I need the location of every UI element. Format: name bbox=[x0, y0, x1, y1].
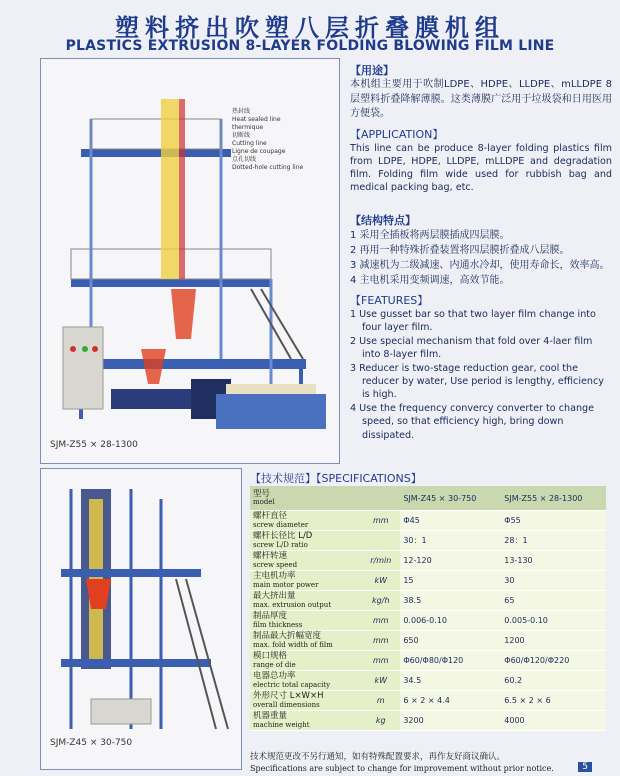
legend-line: 点孔切线 bbox=[232, 156, 257, 163]
spec-table bbox=[250, 486, 606, 731]
spec-label-en: screw speed bbox=[253, 560, 298, 569]
spec-value-1: 12-120 bbox=[400, 551, 501, 571]
spec-model-1: SJM-Z45 × 30-750 bbox=[400, 486, 501, 511]
spec-value-1: 15 bbox=[400, 571, 501, 591]
feature-item: 1 Use gusset bar so that two layer film change into four layer film. bbox=[350, 309, 596, 334]
spec-label bbox=[250, 611, 361, 631]
spec-value-2: 28：1 bbox=[501, 531, 606, 551]
spec-row bbox=[250, 551, 606, 571]
spec-label-cn: 螺杆直径 bbox=[253, 511, 288, 522]
usage-text-en: This line can be produce 8-layer folding plastics film from LDPE, HDPE, LLDPE, mLLDPE and degradation film. Folding film wide used for rubbish bag and medical packing bag, etc. bbox=[350, 142, 612, 194]
spec-note-cn: 技术规范更改不另行通知，如有特殊配置要求，再作友好商议确认。 bbox=[250, 752, 506, 762]
spec-label-en: electric total capacity bbox=[253, 680, 331, 689]
spec-unit: m bbox=[361, 691, 400, 711]
features-heading-cn: 【结构特点】 bbox=[350, 214, 416, 227]
spec-label bbox=[250, 551, 361, 571]
legend-line: Cutting line bbox=[232, 140, 267, 147]
spec-value-2: 6.5 × 2 × 6 bbox=[501, 691, 606, 711]
spec-heading: 【技术规范】【SPECIFICATIONS】 bbox=[250, 472, 422, 485]
page-title-cn: 塑料挤出吹塑八层折叠膜机组 bbox=[115, 14, 505, 42]
spec-unit: mm bbox=[361, 651, 400, 671]
spec-row bbox=[250, 511, 606, 531]
spec-row bbox=[250, 591, 606, 611]
legend-line: thermique bbox=[232, 124, 264, 131]
spec-label bbox=[250, 531, 361, 551]
spec-label bbox=[250, 651, 361, 671]
usage-section bbox=[350, 62, 612, 194]
spec-label-cn: 机器重量 bbox=[253, 711, 288, 722]
spec-value-2: 30 bbox=[501, 571, 606, 591]
spec-row bbox=[250, 671, 606, 691]
photo2-caption: SJM-Z45 × 30-750 bbox=[50, 738, 133, 748]
spec-value-1: 650 bbox=[400, 631, 501, 651]
spec-value-2: Φ60/Φ120/Φ220 bbox=[501, 651, 606, 671]
spec-value-2: 0.005-0.10 bbox=[501, 611, 606, 631]
spec-value-1: 34.5 bbox=[400, 671, 501, 691]
spec-label-cn: 螺杆转速 bbox=[253, 551, 288, 562]
spec-model-2: SJM-Z55 × 28-1300 bbox=[501, 486, 606, 511]
spec-value-1: Φ45 bbox=[400, 511, 501, 531]
legend-line: Dotted-hole cutting line bbox=[232, 164, 304, 171]
spec-label-cn: 外形尺寸 L×W×H bbox=[253, 691, 324, 702]
legend-line: 切断线 bbox=[232, 132, 251, 139]
spec-unit: kW bbox=[361, 571, 400, 591]
feature-item: 2 Use special mechanism that fold over 4-laer film into 8-layer film. bbox=[350, 335, 593, 361]
spec-label-cn: 制品厚度 bbox=[253, 611, 288, 622]
spec-value-1: Φ60/Φ80/Φ120 bbox=[400, 651, 501, 671]
spec-unit: mm bbox=[361, 611, 400, 631]
spec-value-1: 6 × 2 × 4.4 bbox=[400, 691, 501, 711]
spec-label bbox=[250, 486, 361, 511]
spec-value-1: 38.5 bbox=[400, 591, 501, 611]
spec-unit: r/min bbox=[361, 551, 400, 571]
feature-item: 3 Reducer is two-stage reduction gear, cool the reducer by water, Use period is lengthy, efficiency is high. bbox=[350, 362, 604, 401]
spec-value-1: 30：1 bbox=[400, 531, 501, 551]
spec-label-en: main motor power bbox=[253, 580, 319, 589]
usage-text-cn: 本机组主要用于吹制LDPE、HDPE、LLDPE、mLLDPE 8层塑料折叠降解薄膜。这类薄膜广泛用于垃圾袋和日用医用方便袋。 bbox=[350, 79, 612, 119]
spec-label bbox=[250, 511, 361, 531]
page-title-en: PLASTICS EXTRUSION 8-LAYER FOLDING BLOWING FILM LINE bbox=[65, 38, 555, 54]
spec-row bbox=[250, 531, 606, 551]
spec-label-cn: 制品最大折幅宽度 bbox=[253, 631, 322, 642]
spec-label-cn: 主电机功率 bbox=[253, 571, 296, 582]
feature-item: 3 减速机为二级减速、内通水冷却，使用寿命长，效率高。 bbox=[350, 260, 610, 271]
spec-row bbox=[250, 691, 606, 711]
legend-line: Ligne de coupage bbox=[232, 148, 286, 155]
spec-label-en: film thickness bbox=[253, 620, 303, 629]
spec-label-en: model bbox=[253, 498, 275, 507]
features-list-en bbox=[350, 308, 612, 442]
spec-row bbox=[250, 571, 606, 591]
spec-unit: mm bbox=[361, 511, 400, 531]
spec-label bbox=[250, 691, 361, 711]
spec-value-1: 0.006-0.10 bbox=[400, 611, 501, 631]
spec-unit bbox=[361, 531, 400, 551]
spec-label-cn: 螺杆长径比 L/D bbox=[253, 531, 313, 542]
photo1-caption: SJM-Z55 × 28-1300 bbox=[50, 440, 138, 450]
page-number: 5 bbox=[578, 762, 592, 772]
spec-label-en: screw L/D ratio bbox=[253, 540, 308, 549]
spec-value-2: 60.2 bbox=[501, 671, 606, 691]
spec-label-en: max. extrusion output bbox=[253, 600, 332, 609]
legend-line: Heat sealed line bbox=[232, 116, 281, 123]
feature-item: 4 主电机采用变频调速，高效节能。 bbox=[350, 275, 510, 286]
spec-label bbox=[250, 591, 361, 611]
spec-value-2: 4000 bbox=[501, 711, 606, 731]
feature-item: 2 再用一种特殊折叠装置将四层膜折叠成八层膜。 bbox=[350, 245, 570, 256]
spec-label-cn: 最大挤出量 bbox=[253, 591, 296, 602]
usage-heading-cn: 【用途】 bbox=[350, 64, 394, 77]
spec-header-row bbox=[250, 486, 606, 511]
spec-note-en: Specifications are subject to change for improvement without prior notice. bbox=[250, 764, 554, 773]
spec-label-en: overall dimensions bbox=[253, 700, 320, 709]
feature-item: 1 采用全插板将两层膜插成四层膜。 bbox=[350, 230, 510, 241]
spec-unit: mm bbox=[361, 631, 400, 651]
spec-unit: kg/h bbox=[361, 591, 400, 611]
spec-row bbox=[250, 631, 606, 651]
spec-label-cn: 型号 bbox=[253, 488, 271, 499]
spec-row bbox=[250, 651, 606, 671]
spec-label bbox=[250, 711, 361, 731]
spec-label bbox=[250, 571, 361, 591]
spec-row bbox=[250, 711, 606, 731]
spec-label bbox=[250, 671, 361, 691]
spec-value-1: 3200 bbox=[400, 711, 501, 731]
machine-photo-small bbox=[40, 468, 242, 770]
spec-unit bbox=[361, 486, 400, 511]
spec-label-en: machine weight bbox=[253, 720, 310, 729]
features-list-cn bbox=[350, 228, 612, 288]
spec-value-2: 65 bbox=[501, 591, 606, 611]
spec-row bbox=[250, 611, 606, 631]
spec-unit: kg bbox=[361, 711, 400, 731]
spec-label-en: max. fold width of film bbox=[253, 640, 333, 649]
spec-label-cn: 电器总功率 bbox=[253, 671, 296, 682]
spec-label-en: screw diameter bbox=[253, 520, 309, 529]
spec-label-cn: 模口规格 bbox=[253, 651, 288, 662]
spec-value-2: Φ55 bbox=[501, 511, 606, 531]
spec-label bbox=[250, 631, 361, 651]
legend-line: 热封线 bbox=[232, 108, 251, 115]
spec-label-en: range of die bbox=[253, 660, 296, 669]
spec-value-2: 1200 bbox=[501, 631, 606, 651]
features-section bbox=[350, 212, 612, 442]
spec-notes bbox=[250, 752, 554, 775]
usage-heading-en: 【APPLICATION】 bbox=[350, 127, 444, 141]
spec-unit: kW bbox=[361, 671, 400, 691]
spec-value-2: 13-130 bbox=[501, 551, 606, 571]
features-heading-en: 【FEATURES】 bbox=[350, 294, 429, 307]
feature-item: 4 Use the frequency convercy converter to change speed, so that efficiency high, bring down dissipated. bbox=[350, 402, 595, 441]
film-legend bbox=[232, 108, 332, 172]
